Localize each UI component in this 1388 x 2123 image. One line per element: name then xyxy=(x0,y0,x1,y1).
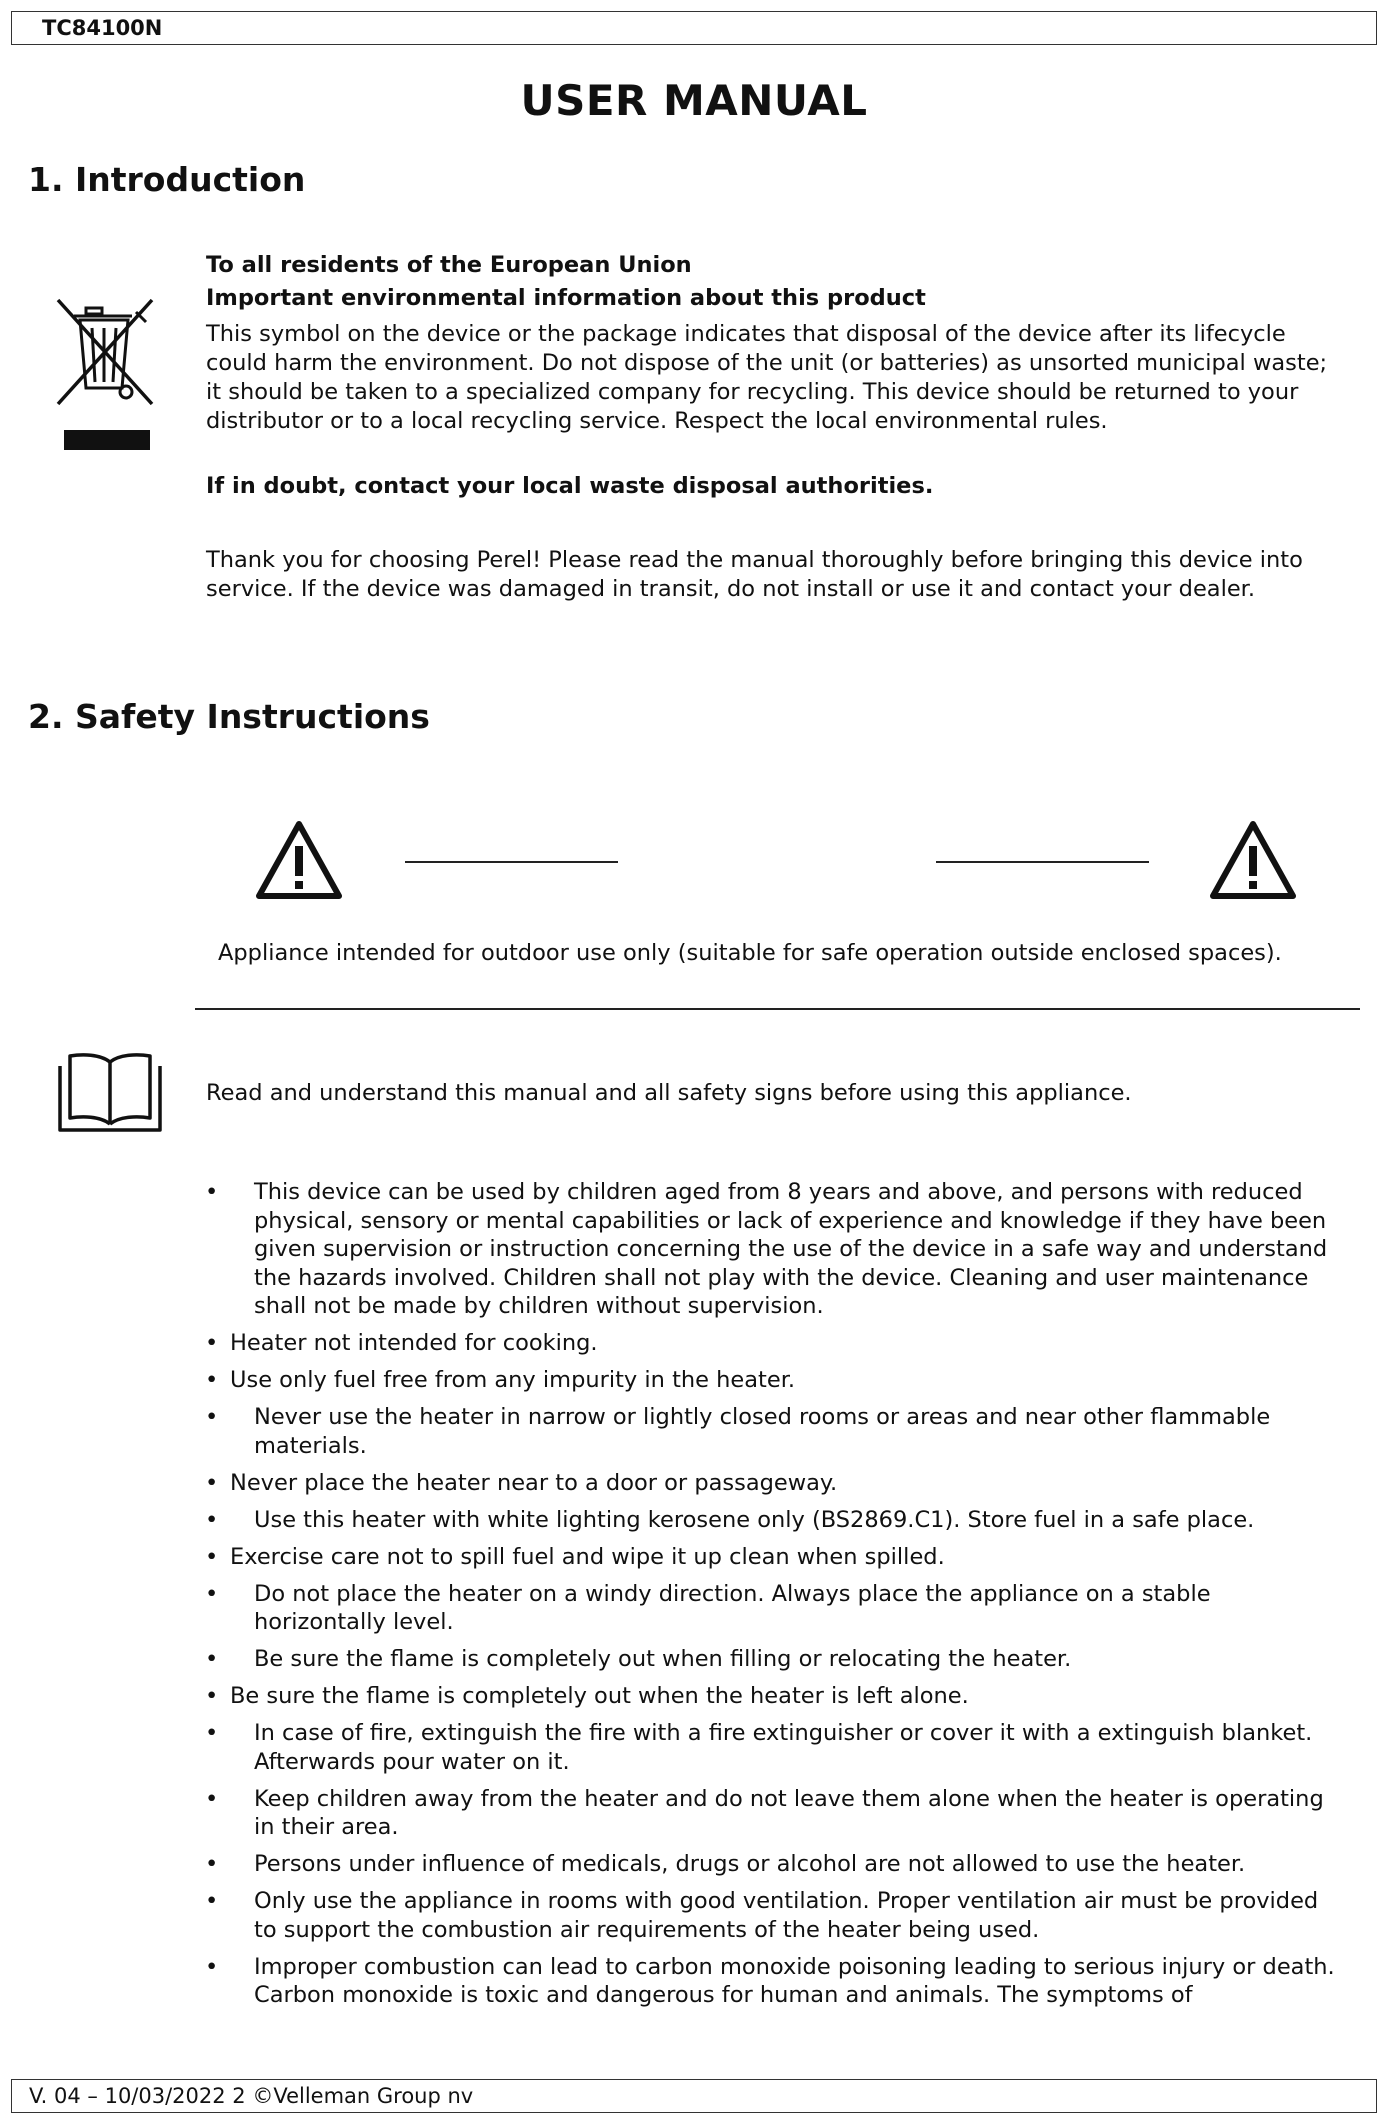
list-item: • Use this heater with white lighting kerosene only (BS2869.C1). Store fuel in a safe place. xyxy=(205,1506,1345,1535)
list-item: • Heater not intended for cooking. xyxy=(205,1329,1345,1358)
thank-you-text: Thank you for choosing Perel! Please read the manual thoroughly before bringing this device into service. If the device was damaged in transit, do not install or use it and contact your dealer. xyxy=(206,547,1303,602)
list-item: • Improper combustion can lead to carbon monoxide poisoning leading to serious injury or death. Carbon monoxide is toxic and dangerous for human and animals. The symptoms of xyxy=(205,1953,1345,2010)
list-item: • Exercise care not to spill fuel and wipe it up clean when spilled. xyxy=(205,1543,1345,1572)
eu-body: This symbol on the device or the package indicates that disposal of the device after its lifecycle could harm the environment. Do not dispose of the unit (or batteries) as unsorted municipal waste; it should be taken to a specialized company for recycling. This device should be returned to your distributor or to a local recycling service. Respect the local environmental rules. xyxy=(206,321,1328,434)
safety-list xyxy=(205,1178,1345,2018)
eu-heading-2: Important environmental information about this product xyxy=(206,285,926,311)
list-item: • Persons under influence of medicals, drugs or alcohol are not allowed to use the heater. xyxy=(205,1850,1345,1879)
divider-line xyxy=(405,861,618,863)
list-item: • Be sure the flame is completely out when filling or relocating the heater. xyxy=(205,1645,1345,1674)
footer-text: V. 04 – 10/03/2022 2 ©Velleman Group nv xyxy=(29,2084,474,2108)
outdoor-use-note: Appliance intended for outdoor use only (suitable for safe operation outside enclosed spaces). xyxy=(218,940,1282,966)
list-item: • Only use the appliance in rooms with good ventilation. Proper ventilation air must be provided to support the combustion air requirements of the heater being used. xyxy=(205,1887,1345,1944)
page-header xyxy=(11,11,1377,45)
list-item: • Never use the heater in narrow or lightly closed rooms or areas and near other flammable materials. xyxy=(205,1403,1345,1460)
list-item: • Do not place the heater on a windy direction. Always place the appliance on a stable horizontally level. xyxy=(205,1580,1345,1637)
list-item: • Use only fuel free from any impurity in the heater. xyxy=(205,1366,1345,1395)
weee-bin-icon xyxy=(52,296,162,454)
read-manual-text: Read and understand this manual and all safety signs before using this appliance. xyxy=(206,1080,1132,1106)
model-number: TC84100N xyxy=(42,16,163,40)
warning-triangle-icon xyxy=(1207,818,1299,902)
section-heading-introduction: 1. Introduction xyxy=(28,160,306,199)
section-heading-safety: 2. Safety Instructions xyxy=(28,697,430,736)
manual-book-icon xyxy=(56,1048,164,1134)
section-divider xyxy=(195,1008,1360,1010)
list-item: • This device can be used by children aged from 8 years and above, and persons with reduced physical, sensory or mental capabilities or lack of experience and knowledge if they have been given supervision or instruction concerning the use of the device in a safe way and understand the hazards involved. Children shall not play with the device. Cleaning and user maintenance shall not be made by children without supervision. xyxy=(205,1178,1345,1321)
divider-line xyxy=(936,861,1149,863)
page-title: USER MANUAL xyxy=(520,76,868,125)
list-item: • Keep children away from the heater and do not leave them alone when the heater is operating in their area. xyxy=(205,1785,1345,1842)
eu-heading-1: To all residents of the European Union xyxy=(206,252,692,278)
list-item: • In case of fire, extinguish the fire with a fire extinguisher or cover it with a extinguish blanket. Afterwards pour water on it. xyxy=(205,1719,1345,1776)
list-item: • Never place the heater near to a door or passageway. xyxy=(205,1469,1345,1498)
eu-doubt: If in doubt, contact your local waste disposal authorities. xyxy=(206,473,934,499)
page-footer xyxy=(11,2079,1377,2113)
warning-triangle-icon xyxy=(253,818,345,902)
list-item: • Be sure the flame is completely out when the heater is left alone. xyxy=(205,1682,1345,1711)
